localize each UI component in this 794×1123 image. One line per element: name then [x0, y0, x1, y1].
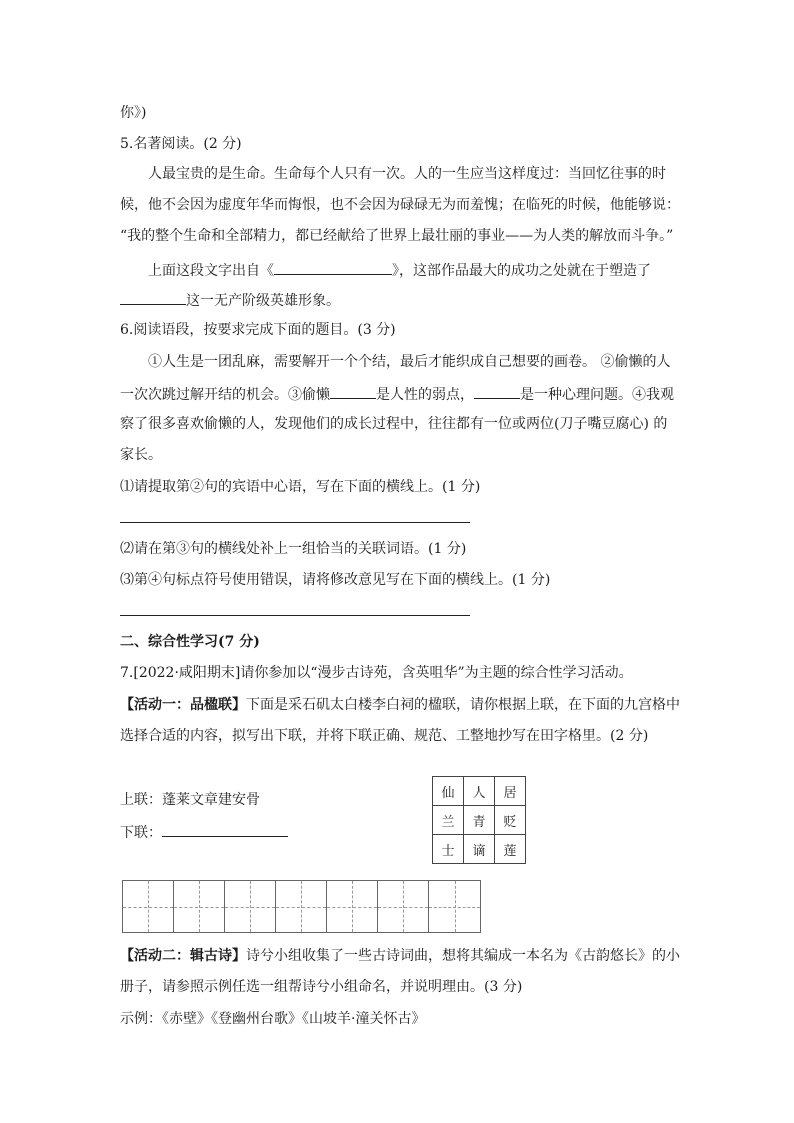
example-text: 示例：《赤壁》《登幽州台歌》《山坡羊·潼关怀古》	[120, 1011, 426, 1027]
section-2-heading: 二、综合性学习(7 分)	[120, 634, 260, 650]
tianzige-cell[interactable]	[276, 881, 327, 932]
q7-text: 7.[2022·咸阳期末]请你参加以“漫步古诗苑，含英咀华”为主题的综合性学习活动。	[120, 665, 633, 681]
q6-passage-line-1: ①人生是一团乱麻，需要解开一个个结，最后才能织成自己想要的画卷。 ②偷懒的人	[148, 354, 671, 370]
q6-l2-c: 是一种心理问题。④我观	[520, 387, 674, 403]
tianzige-cell[interactable]	[327, 881, 378, 932]
q5-text-b: 》，这部作品最大的成功之处就在于塑造了	[392, 263, 651, 279]
tianzige-cell[interactable]	[174, 881, 225, 932]
activity-2-label: 【活动二：辑古诗】	[120, 948, 246, 964]
answer-line-1[interactable]	[120, 522, 470, 523]
answer-line-2[interactable]	[120, 615, 470, 616]
activity-1-line-1	[120, 695, 680, 715]
q5-passage-line-1: 人最宝贵的是生命。生命每个人只有一次。人的一生应当这样度过：当回忆往事的时	[148, 166, 666, 182]
grid-cell: 士	[433, 835, 464, 864]
grid-cell: 兰	[433, 806, 464, 835]
lower-couplet-blank[interactable]	[162, 821, 288, 837]
upper-couplet: 上联：蓬莱文章建安骨	[120, 792, 260, 808]
q6-l2-b: 是人性的弱点，	[376, 387, 474, 403]
activity-2-text: 诗兮小组收集了一些古诗词曲，想将其编成一本名为《古韵悠长》的小	[246, 948, 680, 964]
hero-name-blank[interactable]	[120, 289, 186, 305]
activity-1-label: 【活动一：品楹联】	[120, 697, 246, 713]
continuation-text: 你》)	[120, 105, 147, 121]
q6-l2-a: 一次次跳过解开结的机会。③偷懒	[120, 387, 330, 403]
lower-couplet-label: 下联：	[120, 825, 162, 841]
grid-cell: 莲	[495, 835, 526, 864]
nine-grid	[432, 776, 526, 864]
book-title-blank[interactable]	[274, 259, 392, 275]
q5-question-line-2	[120, 289, 340, 311]
activity-1-text: 下面是采石矶太白楼李白祠的楹联，请你根据上联，在下面的九宫格中	[246, 697, 680, 713]
activity-2-line-1	[120, 946, 680, 966]
grid-cell: 青	[464, 806, 495, 835]
grid-cell: 人	[464, 777, 495, 806]
conjunction-blank-2[interactable]	[474, 383, 520, 399]
grid-cell: 贬	[495, 806, 526, 835]
q6-passage-line-3: 察了很多喜欢偷懒的人，发现他们的成长过程中，往往都有一位或两位(刀子嘴豆腐心) 的	[120, 416, 668, 432]
tianzige-cell[interactable]	[378, 881, 429, 932]
tianzige-cell[interactable]	[225, 881, 276, 932]
q5-heading: 5.名著阅读。(2 分)	[120, 136, 242, 152]
q5-text-c: 这一无产阶级英雄形象。	[186, 293, 340, 309]
q6-passage-line-4: 家长。	[120, 447, 162, 463]
lower-couplet-line	[120, 821, 288, 843]
conjunction-blank-1[interactable]	[330, 383, 376, 399]
q6-passage-line-2	[120, 383, 674, 405]
q5-passage-line-2: 候，他不会因为虚度年华而悔恨，也不会因为碌碌无为而羞愧；在临死的时候，他能够说：	[120, 197, 680, 213]
q5-passage-line-3: “我的整个生命和全部精力，都已经献给了世界上最壮丽的事业——为人类的解放而斗争。”	[120, 228, 674, 244]
q5-text-a: 上面这段文字出自《	[148, 263, 274, 279]
grid-cell: 谪	[464, 835, 495, 864]
q6-sub-question-2: ⑵请在第③句的横线处补上一组恰当的关联词语。(1 分)	[120, 541, 467, 557]
grid-cell: 居	[495, 777, 526, 806]
tianzige-cell[interactable]	[123, 881, 174, 932]
q5-question-line-1	[148, 259, 651, 281]
activity-1-line-2: 选择合适的内容，拟写出下联，并将下联正确、规范、工整地抄写在田字格里。(2 分)	[120, 728, 649, 744]
q6-sub-question-3: ⑶第④句标点符号使用错误，请将修改意见写在下面的横线上。(1 分)	[120, 572, 551, 588]
grid-cell: 仙	[433, 777, 464, 806]
q6-heading: 6.阅读语段，按要求完成下面的题目。(3 分)	[120, 322, 396, 338]
activity-2-line-2: 册子，请参照示例任选一组帮诗兮小组命名，并说明理由。(3 分)	[120, 979, 523, 995]
tianzige-cell[interactable]	[429, 881, 480, 932]
tianzige-writing-grid	[122, 880, 481, 933]
q6-sub-question-1: ⑴请提取第②句的宾语中心语，写在下面的横线上。(1 分)	[120, 479, 481, 495]
